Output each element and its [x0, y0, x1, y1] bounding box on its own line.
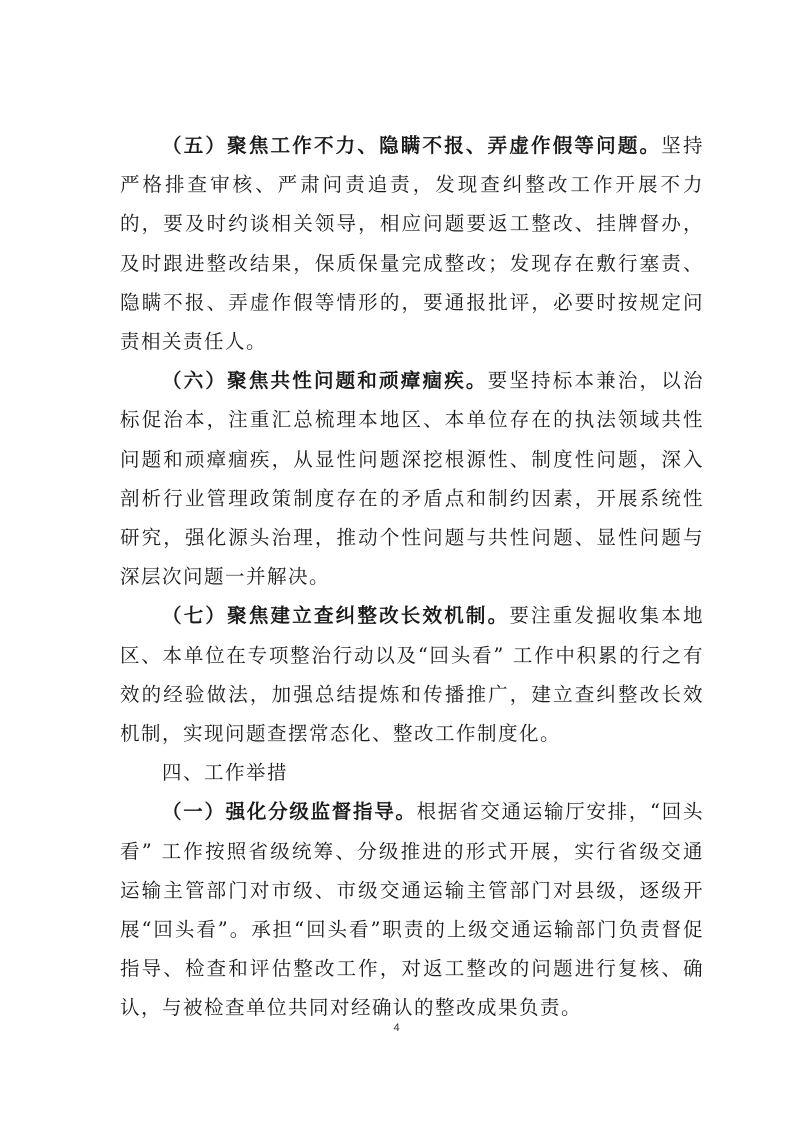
- paragraph-text: 要注重发掘收集本地区、本单位在专项整治行动以及“回头看” 工作中积累的行之有效的经验做法，加强总结提炼和传播推广，建立查纠整改长效机制，实现问题查摆常态化、整改工作制度化。: [120, 604, 704, 746]
- page-number: 4: [393, 1022, 400, 1034]
- section-heading: 四、工作举措: [162, 761, 289, 785]
- paragraph-item-7: [120, 596, 704, 753]
- paragraph-item-5: [120, 126, 704, 361]
- paragraph-lead: （一）强化分级监督指导。: [162, 800, 417, 824]
- paragraph-text: 根据省交通运输厅安排，“回头看” 工作按照省级统筹、分级推进的形式开展，实行省级交通运输主管部门对市级、市级交通运输主管部门对县级，逐级开展“回头看”。承担“回头看”职责的上级交通运输部门负责督促指导、检查和评估整改工作，对返工整改的问题进行复核、确认，与被检查单位共同对经确认的整改成果负责。: [120, 800, 704, 1020]
- paragraph-text: 坚持严格排查审核、严肃问责追责，发现查纠整改工作开展不力的，要及时约谈相关领导，相应问题要返工整改、挂牌督办，及时跟进整改结果，保质保量完成整改；发现存在敷行塞责、 隐瞒不报、弄虚作假等情形的，要通报批评，必要时按规定问责相关责任人。: [120, 134, 704, 354]
- paragraph-item-6: [120, 361, 704, 596]
- paragraph-lead: （五）聚焦工作不力、隐瞒不报、弄虚作假等问题。: [162, 134, 662, 157]
- paragraph-lead: （七）聚焦建立查纠整改长效机制。: [162, 604, 510, 628]
- paragraph-text: 要坚持标本兼治，以治标促治本，注重汇总梳理本地区、本单位存在的执法领域共性问题和顽瘴痼疾，从显性问题深挖根源性、制度性问题，深入剖析行业管理政策制度存在的矛盾点和制约因素，开展系统性研究，强化源头治理，推动个性问题与共性问题、显性问题与深层次问题一并解决。: [120, 369, 704, 589]
- measure-item-1: [120, 792, 704, 1027]
- document-body: [120, 126, 704, 1028]
- paragraph-lead: （六）聚焦共性问题和顽瘴痼疾。: [162, 369, 488, 393]
